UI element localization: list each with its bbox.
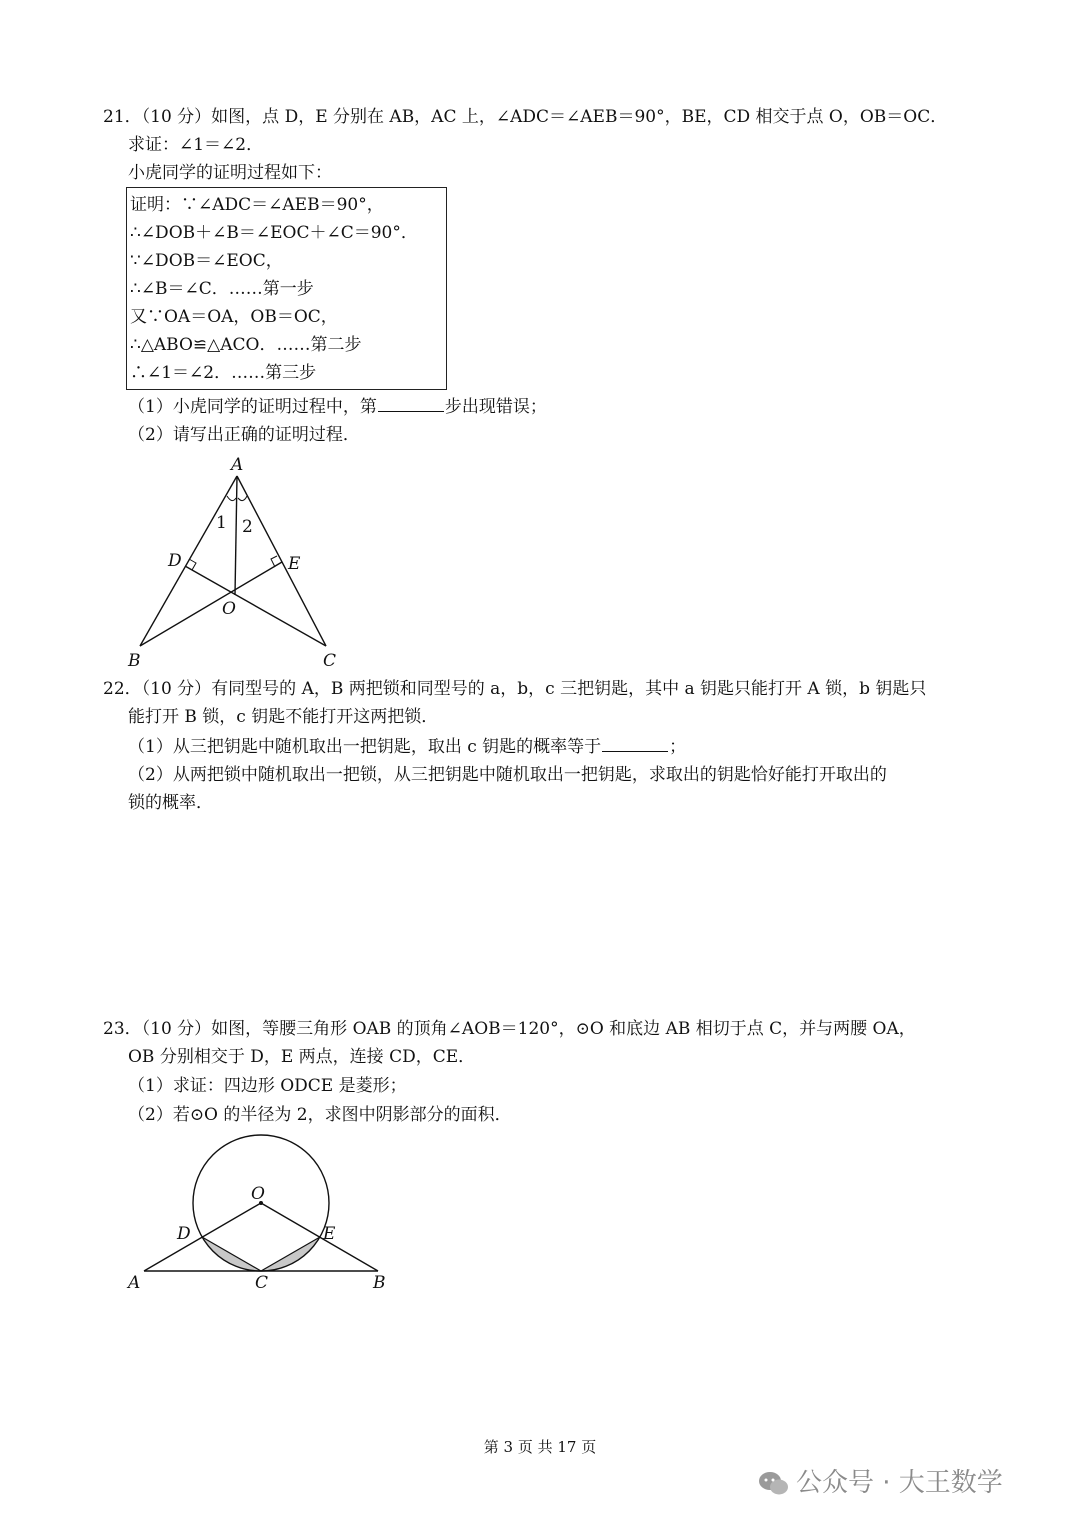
q21-part1-before: （1）小虎同学的证明过程中，第 bbox=[128, 397, 377, 417]
label-angle-1: 1 bbox=[216, 513, 227, 533]
watermark-text: 公众号 · 大王数学 bbox=[796, 1468, 1003, 1498]
proof-line: ∴∠1＝∠2．……第三步 bbox=[130, 363, 317, 383]
label-E: E bbox=[288, 554, 301, 574]
q21-proof-box bbox=[126, 187, 447, 390]
q22-part2-line1: （2）从两把锁中随机取出一把锁，从三把钥匙中随机取出一把钥匙，求取出的钥匙恰好能打开取出的 bbox=[128, 765, 887, 785]
proof-line: 又∵OA＝OA，OB＝OC， bbox=[130, 307, 338, 327]
proof-line: ∵∠DOB＝∠EOC， bbox=[130, 251, 283, 271]
q21-part1 bbox=[128, 395, 547, 418]
segment-CD bbox=[202, 1237, 261, 1271]
q21-stem-line2: 求证：∠1＝∠2． bbox=[128, 135, 264, 155]
label-O: O bbox=[251, 1184, 265, 1204]
page-number: 第 3 页 共 17 页 bbox=[483, 1438, 597, 1456]
label-B: B bbox=[128, 651, 141, 671]
q22-part1 bbox=[128, 735, 686, 758]
q23-stem-line2: OB 分别相交于 D，E 两点，连接 CD，CE． bbox=[128, 1047, 476, 1067]
segment-CE bbox=[261, 1237, 320, 1271]
q23-part1: （1）求证：四边形 ODCE 是菱形； bbox=[128, 1076, 407, 1096]
q21-proof-intro: 小虎同学的证明过程如下： bbox=[128, 163, 332, 183]
q23-part2: （2）若⊙O 的半径为 2，求图中阴影部分的面积． bbox=[128, 1105, 512, 1125]
q22-part2-line2: 锁的概率． bbox=[128, 793, 213, 813]
q23-stem-line1: 23．（10 分）如图，等腰三角形 OAB 的顶角∠AOB＝120°，⊙O 和底边 AB 相切于点 C，并与两腰 OA， bbox=[103, 1019, 916, 1039]
segment-AO bbox=[235, 476, 237, 595]
label-A: A bbox=[231, 455, 244, 475]
angle-arc-1 bbox=[227, 496, 236, 501]
q21-part1-after: 步出现错误； bbox=[444, 397, 547, 417]
answer-blank[interactable] bbox=[378, 395, 444, 412]
q23-figure bbox=[120, 1133, 400, 1293]
q22-stem-line2: 能打开 B 锁，c 钥匙不能打开这两把锁． bbox=[128, 707, 439, 727]
segment-AB bbox=[140, 476, 237, 646]
proof-line: 证明：∵∠ADC＝∠AEB＝90°， bbox=[130, 195, 384, 215]
q21-figure bbox=[120, 452, 350, 674]
q22-part1-after: ； bbox=[669, 737, 687, 757]
label-E: E bbox=[323, 1224, 336, 1244]
label-B: B bbox=[373, 1273, 386, 1293]
label-D: D bbox=[177, 1224, 191, 1244]
watermark bbox=[758, 1462, 1003, 1499]
q22-stem-line1: 22．（10 分）有同型号的 A，B 两把锁和同型号的 a，b，c 三把钥匙，其中 a 钥匙只能打开 A 锁，b 钥匙只 bbox=[103, 679, 927, 699]
label-O: O bbox=[222, 599, 236, 619]
label-C: C bbox=[255, 1273, 269, 1293]
wechat-icon bbox=[758, 1470, 790, 1498]
proof-line: ∴∠B＝∠C．……第一步 bbox=[130, 279, 314, 299]
q21-part2: （2）请写出正确的证明过程． bbox=[128, 425, 360, 445]
angle-arc-2 bbox=[238, 496, 247, 501]
label-D: D bbox=[168, 551, 182, 571]
label-A: A bbox=[128, 1273, 141, 1293]
label-angle-2: 2 bbox=[242, 517, 253, 537]
proof-line: ∴∠DOB＋∠B＝∠EOC＋∠C＝90°． bbox=[130, 223, 418, 243]
proof-line: ∴△ABO≌△ACO．……第二步 bbox=[130, 335, 362, 355]
segment-BE bbox=[140, 562, 282, 646]
answer-blank[interactable] bbox=[602, 735, 668, 752]
q22-part1-before: （1）从三把钥匙中随机取出一把钥匙，取出 c 钥匙的概率等于 bbox=[128, 737, 602, 757]
label-C: C bbox=[323, 651, 337, 671]
q21-stem-line1: 21．（10 分）如图，点 D，E 分别在 AB，AC 上，∠ADC＝∠AEB＝90°，BE，CD 相交于点 O，OB＝OC． bbox=[103, 107, 948, 127]
